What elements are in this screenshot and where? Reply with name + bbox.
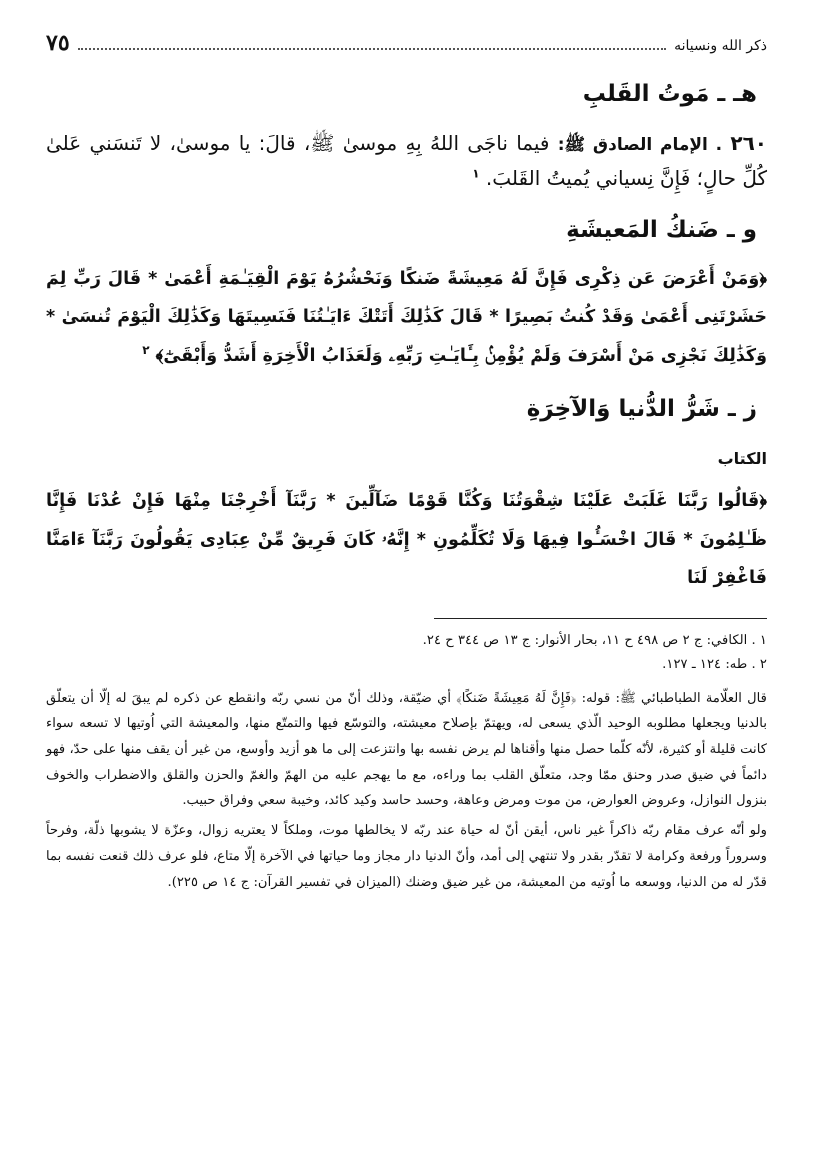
footnote-separator: [434, 618, 767, 619]
footnote-2: ٢ . طه: ١٢٤ ـ ١٢٧.: [662, 657, 767, 673]
footnote-ref-2: ٢: [142, 342, 150, 357]
footnote-ref-1: ١: [472, 166, 480, 181]
commentary-paragraph: قال العلّامة الطباطبائي ﷺ: قوله: ﴿فَإِنَّ لَهُ مَعِيشَةً ضَنكًا﴾ أي ضيّقة، وذلك أنّ من نسي ربّه وانقطع عن ذكره لم يبقَ له إلّا أن يتعلّق بالدنيا ويجعلها مطلوبه الوحيد الّذي يسعى له، ويهتمّ بإصلاح معيشته، والتوسّع فيها والتمتّع منها، والمعيشة التي اُوتيها لا تسعه سواء كانت قليلة أو كثيرة، لأنّه كلّما حصل منها وأقناها لم يرض نفسه بها وانتزعت إلى ما هو أزيد وأوسع، من غير أن يقف منها على حدّ، فهو دائماً في ضيق صدر وحنق ممّا وجد، متعلّق القلب بما وراءه، مع ما يهجم عليه من الهمّ والغمّ والحزن والقلق والاضطراب والخوف بنزول النوازل، وعروض العوارض، من موت ومرض وعاهة، وحسد حاسد وكيد كائد، وخيبة سعي وفراق حبيب.: [46, 690, 767, 809]
hadith-narrator: . الإمام الصادق ﷺ:: [557, 134, 723, 155]
subheading-the-book: الكتاب: [717, 449, 767, 469]
quran-verse-taha: [46, 260, 767, 376]
heading-narrow-living: و ـ ضَنكُ المَعيشَةِ: [566, 216, 757, 243]
header-title: ذكر الله ونسيانه: [674, 38, 767, 54]
heading-evil-of-world: ز ـ شَرُّ الدُّنيا وَالآخِرَةِ: [526, 396, 757, 423]
hadith-260: [46, 126, 767, 196]
heading-death-of-heart: هـ ـ مَوتُ القَلبِ: [582, 81, 757, 107]
running-header: [46, 30, 767, 60]
footnotes: [46, 629, 767, 678]
quran-verse-muminun: ﴿قَالُوا رَبَّنَا غَلَبَتْ عَلَيْنَا شِقْوَتُنَا وَكُنَّا قَوْمًا ضَآلِّينَ * رَبَّنَآ أَخْرِجْنَا مِنْهَا فَإِنْ عُدْنَا فَإِنَّا ظَـٰلِمُونَ * قَالَ اخْسَـُٔوا فِيهَا وَلَا تُكَلِّمُونِ * إِنَّهُۥ كَانَ فَرِيقٌ مِّنْ عِبَادِى يَقُولُونَ رَبَّنَآ ءَامَنَّا فَاغْفِرْ لَنَا: [46, 491, 767, 589]
hadith-text: فيما ناجَى اللهُ بِهِ موسىٰ ﷺ، قالَ: يا موسىٰ، لا تَنسَني عَلىٰ كُلِّ حالٍ؛ فَإِنَّ نِسياني يُميتُ القَلبَ.: [46, 130, 767, 190]
quran-text-taha: ﴿وَمَنْ أَعْرَضَ عَن ذِكْرِى فَإِنَّ لَهُ مَعِيشَةً ضَنكًا وَنَحْشُرُهُ يَوْمَ الْقِيَـٰمَةِ أَعْمَىٰ * قَالَ رَبِّ لِمَ حَشَرْتَنِى أَعْمَىٰ وَقَدْ كُنتُ بَصِيرًا * قَالَ كَذَٰلِكَ أَتَتْكَ ءَايَـٰتُنَا فَنَسِيتَهَا وَكَذَٰلِكَ الْيَوْمَ تُنسَىٰ * وَكَذَٰلِكَ نَجْزِى مَنْ أَسْرَفَ وَلَمْ يُؤْمِنۢ بِـَٔايَـٰتِ رَبِّهِۦ وَلَعَذَابُ الْأَخِرَةِ أَشَدُّ وَأَبْقَىٰٓ﴾: [46, 268, 767, 366]
commentary-paragraph: ولو أنّه عرف مقام ربّه ذاكراً غير ناس، أيقن أنّ له حياة عند ربّه لا يخالطها موت، وملكاً لا يعتريه زوال، وعزّة لا يشوبها ذلّة، وفرحاً وسروراً ورفعة وكرامة لا تقدّر بقدر ولا تنتهي إلى أمد، وأنّ الدنيا دار مجاز وما حياتها في الآخرة إلّا متاع، فلو عرف ذلك قنعت نفسه بما قدّر له من الدنيا، ووسعه ما اُوتيه من المعيشة، من غير ضيق وضنك (الميزان في تفسير القرآن: ج ١٤ ص ٢٢٥).: [46, 823, 767, 890]
footnote-1: ١ . الكافي: ج ٢ ص ٤٩٨ ح ١١، بحار الأنوار: ج ١٣ ص ٣٤٤ ح ٢٤.: [422, 632, 767, 648]
hadith-number: ٢٦٠: [730, 130, 768, 155]
header-dot-leader: [78, 48, 667, 50]
page-number: ٧٥: [46, 30, 70, 56]
commentary: [46, 686, 767, 896]
